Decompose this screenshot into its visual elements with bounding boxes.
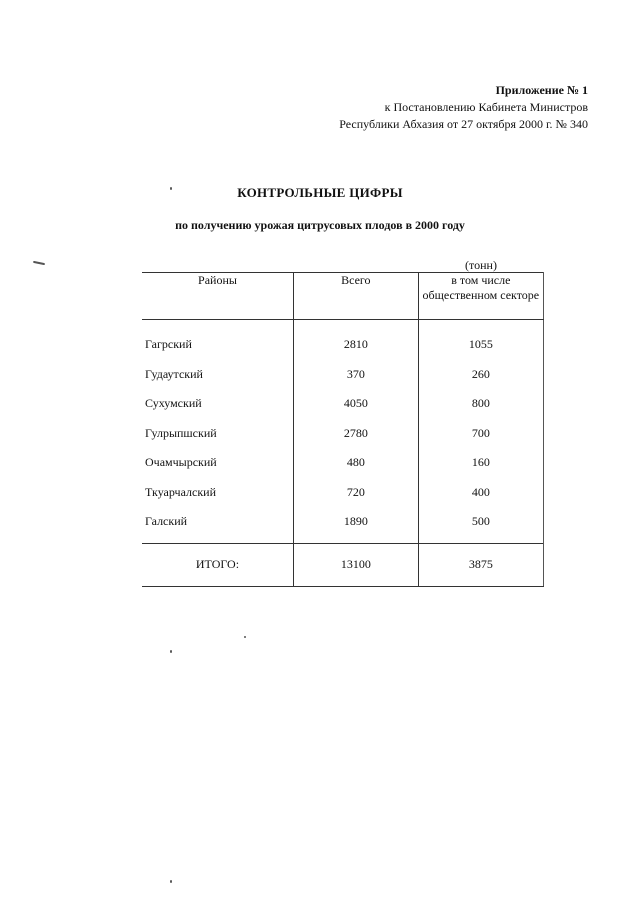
region-public-sector: 260	[418, 360, 543, 390]
table-row	[142, 360, 544, 390]
appendix-number: Приложение № 1	[495, 83, 588, 97]
total-label: ИТОГО:	[142, 543, 293, 586]
appendix-decree-date: Республики Абхазия от 27 октября 2000 г. № 340	[339, 117, 588, 131]
table-total-row	[142, 543, 544, 586]
region-total: 370	[293, 360, 418, 390]
scan-speck	[33, 261, 45, 265]
region-total: 4050	[293, 389, 418, 419]
region-total: 720	[293, 478, 418, 508]
table-row	[142, 419, 544, 449]
scan-speck	[170, 880, 172, 883]
region-name: Ткуарчалский	[145, 484, 217, 499]
appendix-block	[339, 82, 588, 133]
region-total: 2780	[293, 419, 418, 449]
region-total: 2810	[293, 330, 418, 360]
header-region: Районы	[142, 273, 293, 320]
scan-speck	[244, 636, 246, 638]
table-row	[142, 389, 544, 419]
region-public-sector: 700	[418, 419, 543, 449]
region-name: Гагрский	[145, 337, 192, 352]
region-total: 1890	[293, 507, 418, 543]
header-public-sector: в том числе общественном секторе	[418, 273, 543, 320]
scan-speck	[170, 650, 172, 653]
region-public-sector: 160	[418, 448, 543, 478]
region-public-sector: 1055	[418, 330, 543, 360]
units-label: (тонн)	[465, 258, 497, 272]
region-name: Сухумский	[145, 396, 202, 411]
table-row	[142, 330, 544, 360]
region-name: Галский	[145, 514, 188, 529]
region-public-sector: 500	[418, 507, 543, 543]
grand-total: 13100	[293, 543, 418, 586]
header-total: Всего	[293, 273, 418, 320]
table-row	[142, 448, 544, 478]
grand-total-public-sector: 3875	[418, 543, 543, 586]
citrus-harvest-table	[142, 272, 544, 587]
region-public-sector: 400	[418, 478, 543, 508]
document-title: КОНТРОЛЬНЫЕ ЦИФРЫ	[237, 185, 403, 200]
region-total: 480	[293, 448, 418, 478]
document-subtitle: по получению урожая цитрусовых плодов в 2000 году	[175, 218, 465, 232]
table-header-row	[142, 273, 544, 320]
region-public-sector: 800	[418, 389, 543, 419]
scan-speck	[170, 187, 172, 190]
table-row	[142, 478, 544, 508]
region-name: Гулрыпшский	[145, 425, 217, 440]
table-row	[142, 507, 544, 543]
appendix-decree-ref: к Постановлению Кабинета Министров	[384, 100, 588, 114]
region-name: Гудаутский	[145, 366, 203, 381]
region-name: Очамчырский	[145, 455, 217, 470]
